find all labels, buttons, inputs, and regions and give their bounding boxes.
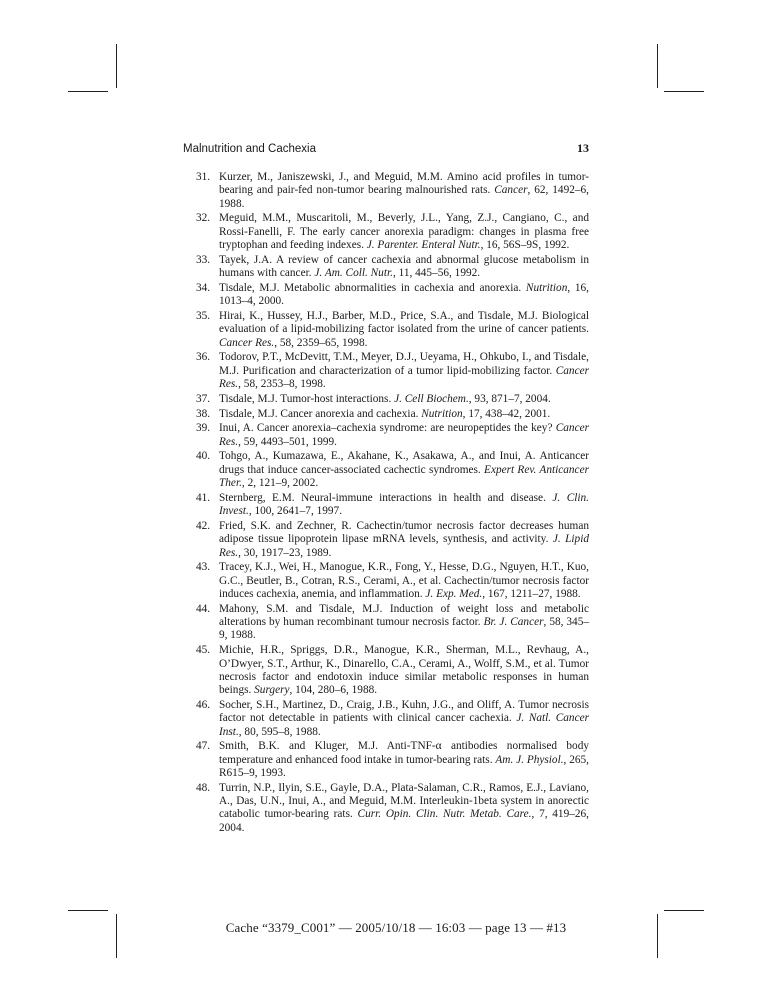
reference-citation: , 16, 56S–9S, 1992. (480, 239, 570, 252)
reference-citation: , 80, 595–8, 1988. (238, 725, 321, 738)
reference-text: Meguid, M.M., Muscaritoli, M., Beverly, J.L., Yang, Z.J., Cangiano, C., and Rossi-Fanelli, F. The early cancer anorexia paradigm: changes in plasma free tryptophan and feeding indexes. (219, 212, 589, 252)
reference-item (196, 644, 589, 697)
reference-item (196, 561, 589, 601)
footer-text: Cache “3379_C001” — 2005/10/18 — 16:03 — page 13 — #13 (225, 920, 567, 935)
reference-text: Todorov, P.T., McDevitt, T.M., Meyer, D.J., Ueyama, H., Ohkubo, I., and Tisdale, M.J. Purification and characterization of a tumor lipid-mobilizing factor. (219, 351, 589, 377)
reference-journal: J. Am. Coll. Nutr. (314, 267, 393, 280)
reference-number: 46. (196, 698, 211, 711)
running-header (183, 141, 589, 156)
reference-citation: , 58, 345–9, 1988. (219, 616, 590, 642)
page-footer (0, 920, 772, 936)
reference-journal: J. Parenter. Enteral Nutr. (366, 239, 481, 252)
reference-journal: Am. J. Physiol. (495, 753, 564, 766)
reference-number: 34. (196, 281, 211, 294)
reference-citation: , 11, 445–56, 1992. (392, 267, 481, 280)
reference-list (196, 171, 589, 837)
reference-text: Tohgo, A., Kumazawa, E., Akahane, K., Asakawa, A., and Inui, A. Anticancer drugs that induce cancer-associated cachectic syndromes. (219, 450, 589, 476)
reference-item (196, 282, 589, 309)
reference-item (196, 212, 589, 252)
reference-number: 37. (196, 392, 211, 405)
reference-item (196, 171, 589, 211)
reference-journal: J. Cell Biochem. (394, 392, 469, 405)
reference-text: Turrin, N.P., Ilyin, S.E., Gayle, D.A., Plata-Salaman, C.R., Ramos, E.J., Laviano, A., Das, U.N., Inui, A., and Meguid, M.M. Interleukin-1beta system in anorectic catabolic tumor-bearing rats. (219, 781, 589, 821)
reference-citation: , 16, 1013–4, 2000. (219, 281, 589, 308)
reference-item (196, 254, 589, 281)
reference-citation: , 104, 280–6, 1988. (289, 684, 378, 697)
reference-text: Inui, A. Cancer anorexia–cachexia syndrome: are neuropeptides the key? (219, 422, 553, 435)
reference-text: Hirai, K., Hussey, H.J., Barber, M.D., Price, S.A., and Tisdale, M.J. Biological evaluation of a lipid-mobilizing factor isolated from the urine of cancer patients. (219, 310, 589, 336)
reference-number: 45. (196, 644, 211, 657)
reference-journal: J. Clin. Invest. (219, 491, 589, 518)
reference-item (196, 520, 589, 560)
reference-journal: Surgery (254, 684, 290, 697)
reference-journal: Cancer (494, 184, 528, 197)
reference-item (196, 740, 589, 780)
reference-number: 33. (196, 253, 211, 266)
reference-item (196, 450, 589, 490)
reference-number: 44. (196, 602, 211, 615)
reference-item (196, 782, 589, 835)
reference-item (196, 422, 589, 449)
reference-text: Tisdale, M.J. Metabolic abnormalities in cachexia and anorexia. (219, 281, 522, 294)
reference-number: 31. (196, 171, 211, 183)
reference-journal: Nutrition (421, 407, 463, 420)
reference-number: 39. (196, 422, 211, 435)
reference-citation: , 2, 121–9, 2002. (241, 477, 319, 490)
reference-journal: J. Exp. Med. (425, 588, 483, 600)
reference-journal: Br. J. Cancer (483, 616, 544, 629)
reference-text: Smith, B.K. and Kluger, M.J. Anti-TNF-α antibodies normalised body temperature and enhanced food intake in tumor-bearing rats. (219, 740, 589, 766)
reference-citation: , 58, 2359–65, 1998. (274, 336, 368, 349)
reference-number: 32. (196, 212, 211, 225)
reference-journal: Expert Rev. Anticancer Ther. (219, 463, 589, 490)
crop-mark-bottom-right-horizontal (664, 910, 704, 911)
running-title: Malnutrition and Cachexia (183, 143, 316, 155)
reference-journal: Nutrition (525, 281, 568, 294)
reference-journal: Cancer Res. (219, 422, 589, 448)
reference-text: Tayek, J.A. A review of cancer cachexia and abnormal glucose metabolism in humans with cancer. (219, 253, 589, 280)
reference-citation: , 265, R615–9, 1993. (219, 753, 589, 780)
reference-number: 35. (196, 310, 211, 322)
reference-text: Socher, S.H., Martinez, D., Craig, J.B., Kuhn, J.G., and Oliff, A. Tumor necrosis factor not detectable in patients with clinical cancer cachexia. (219, 698, 589, 725)
crop-mark-top-right-horizontal (664, 91, 704, 92)
reference-citation: , 59, 4493–501, 1999. (238, 435, 337, 448)
reference-number: 40. (196, 450, 211, 463)
reference-journal: Cancer Res. (219, 364, 589, 391)
reference-item (196, 351, 589, 391)
reference-journal: Curr. Opin. Clin. Nutr. Metab. Care. (357, 808, 532, 821)
reference-citation: , 62, 1492–6, 1988. (219, 184, 589, 210)
reference-text: Tisdale, M.J. Cancer anorexia and cachexia. (219, 407, 419, 420)
page-number: 13 (577, 141, 589, 155)
reference-journal: J. Lipid Res. (219, 533, 589, 559)
reference-item (196, 699, 589, 739)
reference-number: 41. (196, 491, 211, 504)
reference-text: Sternberg, E.M. Neural-immune interactions in health and disease. (219, 491, 546, 504)
reference-journal: Cancer Res. (219, 336, 275, 349)
reference-citation: , 30, 1917–23, 1989. (238, 546, 332, 559)
reference-text: Kurzer, M., Janiszewski, J., and Meguid, M.M. Amino acid profiles in tumor-bearing and pair-fed non-tumor bearing malnourished rats. (219, 171, 589, 197)
crop-mark-bottom-left-horizontal (68, 910, 108, 911)
crop-mark-top-right-vertical (657, 44, 658, 88)
reference-item (196, 603, 589, 643)
reference-item (196, 492, 589, 519)
reference-citation: , 7, 419–26, 2004. (219, 808, 589, 834)
reference-number: 38. (196, 407, 211, 420)
reference-citation: , 100, 2641–7, 1997. (248, 505, 343, 518)
reference-text: Mahony, S.M. and Tisdale, M.J. Induction of weight loss and metabolic alterations by human recombinant tumour necrosis factor. (219, 602, 589, 629)
reference-text: Michie, H.R., Spriggs, D.R., Manogue, K.R., Sherman, M.L., Revhaug, A., O’Dwyer, S.T., Arthur, K., Dinarello, C.A., Cerami, A., Wolff, S.M., et al. Tumor necrosis factor and endotoxin induce similar metabolic responses in human beings. (219, 644, 589, 697)
reference-citation: , 93, 871–7, 2004. (468, 392, 551, 405)
reference-journal: J. Natl. Cancer Inst. (219, 712, 589, 738)
reference-text: Tisdale, M.J. Tumor-host interactions. (219, 392, 392, 405)
reference-number: 48. (196, 781, 211, 794)
reference-number: 47. (196, 740, 211, 753)
reference-item (196, 408, 589, 421)
reference-citation: , 58, 2353–8, 1998. (238, 378, 326, 391)
reference-item (196, 393, 589, 406)
reference-number: 36. (196, 351, 211, 364)
crop-mark-top-left-vertical (116, 44, 117, 88)
reference-number: 42. (196, 519, 211, 532)
reference-citation: , 17, 438–42, 2001. (462, 407, 551, 420)
reference-text: Fried, S.K. and Zechner, R. Cachectin/tumor necrosis factor decreases human adipose tissue lipoprotein lipase mRNA levels, synthesis, and activity. (219, 519, 589, 546)
reference-text: Tracey, K.J., Wei, H., Manogue, K.R., Fong, Y., Hesse, D.G., Nguyen, H.T., Kuo, G.C., Beutler, B., Cotran, R.S., Cerami, A., et al. Cachectin/tumor necrosis factor induces cachexia, anemia, and inflammation. (219, 561, 589, 600)
reference-number: 43. (196, 561, 211, 574)
reference-item (196, 310, 589, 350)
reference-citation: , 167, 1211–27, 1988. (482, 588, 581, 600)
crop-mark-top-left-horizontal (68, 91, 108, 92)
